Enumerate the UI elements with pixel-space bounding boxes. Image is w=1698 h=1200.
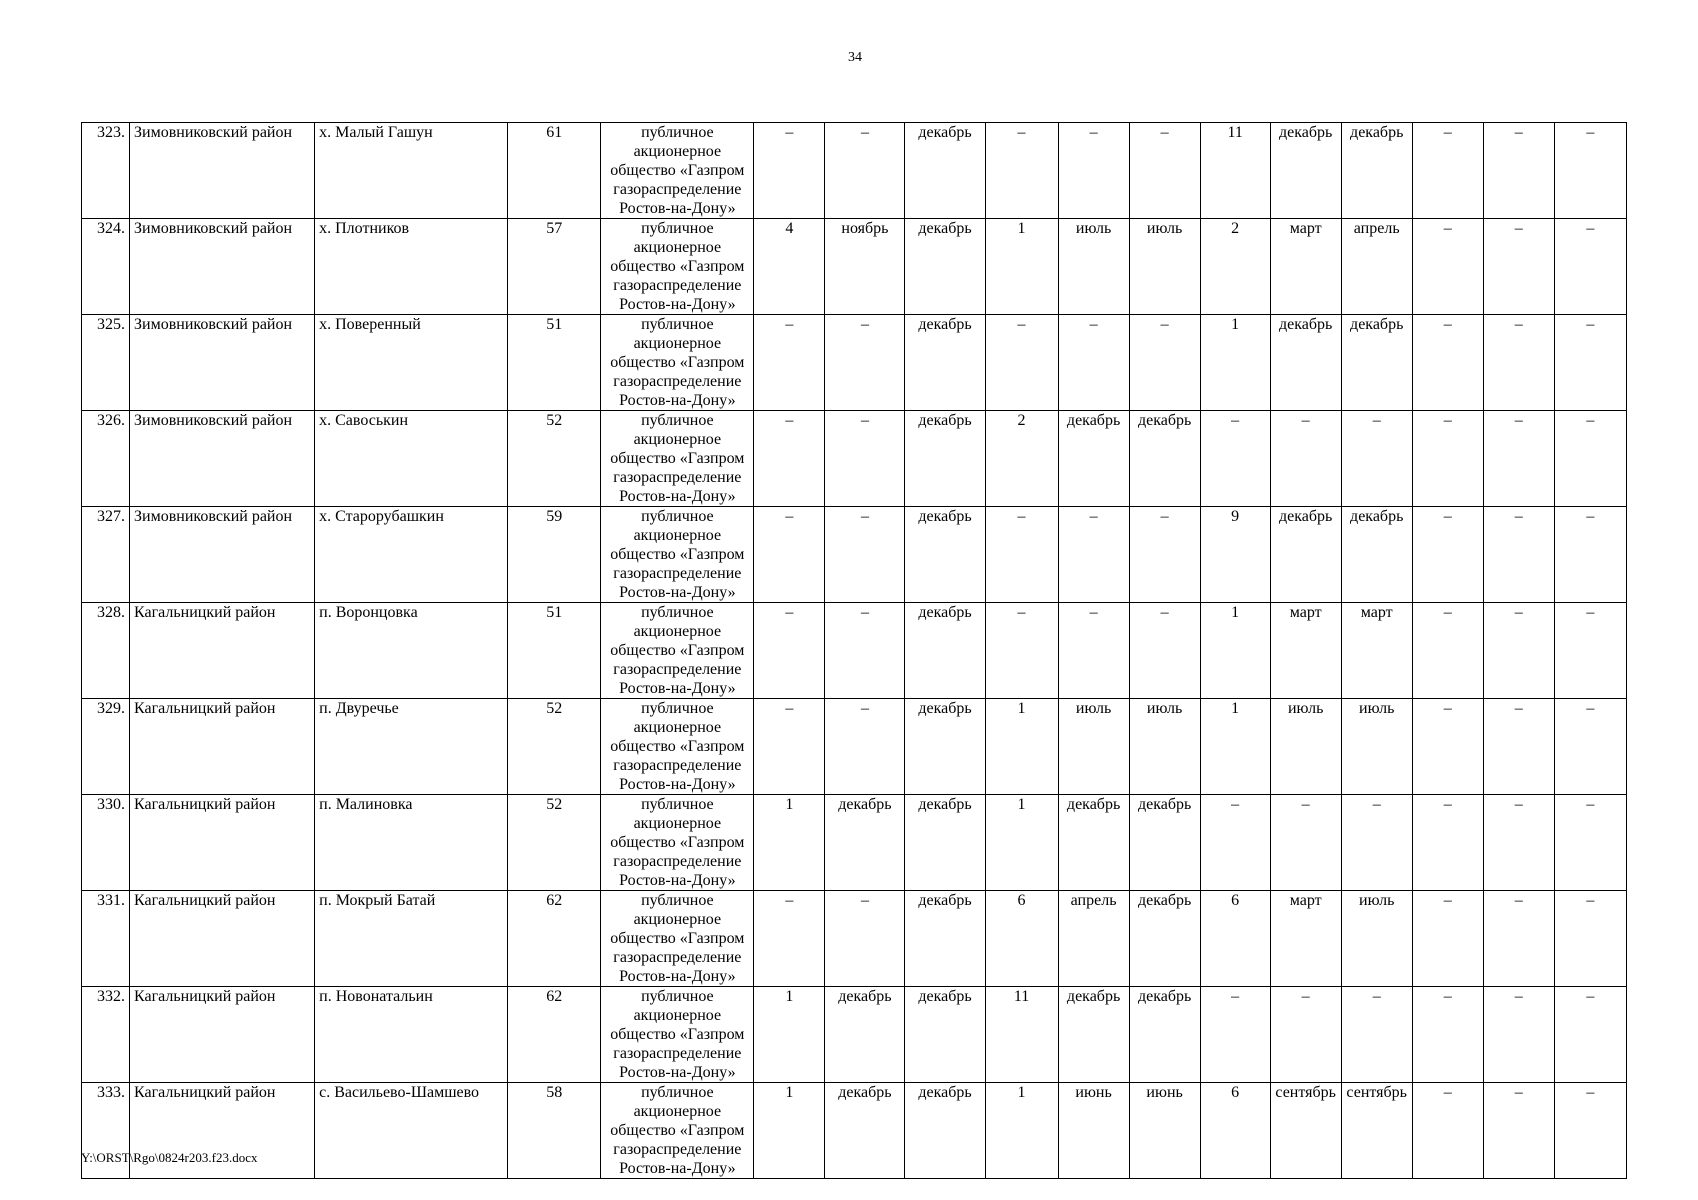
settlement-cell: х. Малый Гашун [315, 123, 508, 219]
value-cell: – [754, 411, 825, 507]
month-cell: июль [1270, 699, 1341, 795]
value-cell: 2 [985, 411, 1058, 507]
month-cell: – [1129, 123, 1200, 219]
month-cell: декабрь [1270, 507, 1341, 603]
month-cell: июль [1129, 699, 1200, 795]
value-cell: 1 [1200, 315, 1270, 411]
table-row [82, 315, 1627, 411]
value-cell: – [1483, 1083, 1554, 1179]
value-cell: – [754, 603, 825, 699]
count-cell: 52 [508, 699, 601, 795]
table-row [82, 123, 1627, 219]
month-cell: – [825, 603, 905, 699]
district-cell: Кагальницкий район [130, 987, 315, 1083]
organization-cell: публичное акционерное общество «Газпром газораспределение Ростов-на-Дону» [601, 219, 754, 315]
organization-cell: публичное акционерное общество «Газпром газораспределение Ростов-на-Дону» [601, 507, 754, 603]
month-cell: декабрь [1129, 411, 1200, 507]
count-cell: 51 [508, 603, 601, 699]
month-cell: декабрь [1341, 507, 1412, 603]
month-cell: декабрь [905, 315, 985, 411]
month-cell: – [825, 123, 905, 219]
month-cell: март [1270, 219, 1341, 315]
table-row [82, 411, 1627, 507]
table-row [82, 987, 1627, 1083]
value-cell: – [1554, 123, 1626, 219]
row-number: 327. [82, 507, 130, 603]
value-cell: – [985, 315, 1058, 411]
month-cell: июль [1341, 699, 1412, 795]
month-cell: апрель [1058, 891, 1129, 987]
count-cell: 58 [508, 1083, 601, 1179]
value-cell: – [1554, 507, 1626, 603]
organization-cell: публичное акционерное общество «Газпром газораспределение Ростов-на-Дону» [601, 891, 754, 987]
value-cell: – [1483, 315, 1554, 411]
district-cell: Кагальницкий район [130, 1083, 315, 1179]
month-cell: декабрь [905, 1083, 985, 1179]
month-cell: декабрь [1058, 411, 1129, 507]
value-cell: – [1554, 411, 1626, 507]
organization-cell: публичное акционерное общество «Газпром газораспределение Ростов-на-Дону» [601, 987, 754, 1083]
organization-cell: публичное акционерное общество «Газпром газораспределение Ростов-на-Дону» [601, 315, 754, 411]
value-cell: – [754, 891, 825, 987]
month-cell: декабрь [1058, 795, 1129, 891]
month-cell: сентябрь [1270, 1083, 1341, 1179]
count-cell: 51 [508, 315, 601, 411]
row-number: 325. [82, 315, 130, 411]
district-cell: Кагальницкий район [130, 795, 315, 891]
month-cell: – [825, 411, 905, 507]
table-row [82, 1083, 1627, 1179]
row-number: 323. [82, 123, 130, 219]
value-cell: – [1483, 699, 1554, 795]
value-cell: 1 [754, 1083, 825, 1179]
value-cell: 1 [754, 795, 825, 891]
value-cell: – [1412, 1083, 1483, 1179]
row-number: 332. [82, 987, 130, 1083]
value-cell: – [1412, 987, 1483, 1083]
row-number: 331. [82, 891, 130, 987]
value-cell: – [1483, 891, 1554, 987]
value-cell: 6 [1200, 891, 1270, 987]
settlement-cell: п. Малиновка [315, 795, 508, 891]
month-cell: – [1270, 411, 1341, 507]
month-cell: март [1270, 603, 1341, 699]
month-cell: сентябрь [1341, 1083, 1412, 1179]
month-cell: – [1270, 795, 1341, 891]
month-cell: декабрь [905, 795, 985, 891]
settlement-cell: х. Старорубашкин [315, 507, 508, 603]
table-row [82, 507, 1627, 603]
month-cell: – [1058, 507, 1129, 603]
value-cell: – [1200, 795, 1270, 891]
value-cell: – [1554, 795, 1626, 891]
month-cell: июль [1129, 219, 1200, 315]
value-cell: 9 [1200, 507, 1270, 603]
value-cell: – [1554, 699, 1626, 795]
value-cell: – [1554, 219, 1626, 315]
month-cell: декабрь [905, 891, 985, 987]
month-cell: декабрь [905, 123, 985, 219]
value-cell: 2 [1200, 219, 1270, 315]
value-cell: – [1483, 603, 1554, 699]
value-cell: – [1412, 411, 1483, 507]
month-cell: декабрь [825, 987, 905, 1083]
value-cell: – [985, 507, 1058, 603]
organization-cell: публичное акционерное общество «Газпром газораспределение Ростов-на-Дону» [601, 699, 754, 795]
value-cell: – [754, 699, 825, 795]
district-cell: Кагальницкий район [130, 603, 315, 699]
value-cell: – [1412, 219, 1483, 315]
district-cell: Зимовниковский район [130, 123, 315, 219]
row-number: 324. [82, 219, 130, 315]
value-cell: – [1412, 123, 1483, 219]
month-cell: декабрь [1058, 987, 1129, 1083]
value-cell: – [1412, 507, 1483, 603]
value-cell: – [754, 507, 825, 603]
month-cell: июнь [1129, 1083, 1200, 1179]
value-cell: – [754, 315, 825, 411]
district-cell: Зимовниковский район [130, 315, 315, 411]
month-cell: декабрь [905, 219, 985, 315]
row-number: 329. [82, 699, 130, 795]
month-cell: декабрь [905, 987, 985, 1083]
month-cell: – [1129, 507, 1200, 603]
value-cell: 6 [985, 891, 1058, 987]
table-row [82, 219, 1627, 315]
count-cell: 62 [508, 987, 601, 1083]
row-number: 330. [82, 795, 130, 891]
month-cell: апрель [1341, 219, 1412, 315]
value-cell: – [1200, 411, 1270, 507]
month-cell: декабрь [1129, 987, 1200, 1083]
month-cell: – [825, 699, 905, 795]
settlement-cell: п. Воронцовка [315, 603, 508, 699]
value-cell: 1 [985, 219, 1058, 315]
value-cell: 1 [985, 795, 1058, 891]
value-cell: – [1483, 507, 1554, 603]
month-cell: – [1058, 315, 1129, 411]
month-cell: декабрь [905, 411, 985, 507]
value-cell: – [985, 123, 1058, 219]
table-row [82, 795, 1627, 891]
district-cell: Кагальницкий район [130, 891, 315, 987]
month-cell: декабрь [905, 507, 985, 603]
count-cell: 62 [508, 891, 601, 987]
table-row [82, 891, 1627, 987]
month-cell: – [1270, 987, 1341, 1083]
month-cell: декабрь [1341, 123, 1412, 219]
organization-cell: публичное акционерное общество «Газпром газораспределение Ростов-на-Дону» [601, 411, 754, 507]
organization-cell: публичное акционерное общество «Газпром газораспределение Ростов-на-Дону» [601, 1083, 754, 1179]
count-cell: 59 [508, 507, 601, 603]
row-number: 333. [82, 1083, 130, 1179]
settlement-cell: п. Новонатальин [315, 987, 508, 1083]
settlement-cell: п. Двуречье [315, 699, 508, 795]
organization-cell: публичное акционерное общество «Газпром газораспределение Ростов-на-Дону» [601, 795, 754, 891]
month-cell: июль [1341, 891, 1412, 987]
value-cell: – [1554, 315, 1626, 411]
month-cell: – [825, 315, 905, 411]
organization-cell: публичное акционерное общество «Газпром газораспределение Ростов-на-Дону» [601, 123, 754, 219]
month-cell: июль [1058, 699, 1129, 795]
value-cell: 1 [1200, 603, 1270, 699]
month-cell: декабрь [1270, 315, 1341, 411]
district-cell: Зимовниковский район [130, 219, 315, 315]
month-cell: ноябрь [825, 219, 905, 315]
district-cell: Кагальницкий район [130, 699, 315, 795]
month-cell: – [1341, 987, 1412, 1083]
value-cell: – [1483, 219, 1554, 315]
value-cell: – [1483, 987, 1554, 1083]
month-cell: – [1058, 123, 1129, 219]
settlement-cell: х. Плотников [315, 219, 508, 315]
row-number: 326. [82, 411, 130, 507]
value-cell: – [985, 603, 1058, 699]
month-cell: – [1058, 603, 1129, 699]
row-number: 328. [82, 603, 130, 699]
value-cell: – [1412, 891, 1483, 987]
settlement-cell: с. Васильево-Шамшево [315, 1083, 508, 1179]
month-cell: – [1341, 411, 1412, 507]
value-cell: 1 [985, 1083, 1058, 1179]
month-cell: – [1341, 795, 1412, 891]
month-cell: декабрь [905, 699, 985, 795]
value-cell: 1 [1200, 699, 1270, 795]
organization-cell: публичное акционерное общество «Газпром газораспределение Ростов-на-Дону» [601, 603, 754, 699]
value-cell: 1 [754, 987, 825, 1083]
value-cell: – [754, 123, 825, 219]
page-number: 34 [848, 50, 862, 65]
month-cell: март [1341, 603, 1412, 699]
gasification-schedule-table [81, 122, 1627, 1179]
table-body [82, 123, 1627, 1179]
value-cell: – [1412, 795, 1483, 891]
month-cell: – [825, 891, 905, 987]
settlement-cell: х. Поверенный [315, 315, 508, 411]
district-cell: Зимовниковский район [130, 507, 315, 603]
value-cell: – [1483, 123, 1554, 219]
month-cell: – [825, 507, 905, 603]
settlement-cell: х. Савоськин [315, 411, 508, 507]
month-cell: декабрь [1129, 795, 1200, 891]
value-cell: – [1483, 795, 1554, 891]
month-cell: декабрь [905, 603, 985, 699]
month-cell: декабрь [1129, 891, 1200, 987]
month-cell: июнь [1058, 1083, 1129, 1179]
footer-file-path: Y:\ORST\Rgo\0824r203.f23.docx [81, 1150, 258, 1165]
value-cell: – [1412, 315, 1483, 411]
value-cell: 6 [1200, 1083, 1270, 1179]
value-cell: 11 [985, 987, 1058, 1083]
count-cell: 52 [508, 795, 601, 891]
value-cell: – [1483, 411, 1554, 507]
value-cell: – [1412, 603, 1483, 699]
month-cell: июль [1058, 219, 1129, 315]
month-cell: декабрь [1270, 123, 1341, 219]
month-cell: декабрь [1341, 315, 1412, 411]
table-row [82, 699, 1627, 795]
value-cell: – [1554, 987, 1626, 1083]
month-cell: – [1129, 603, 1200, 699]
count-cell: 57 [508, 219, 601, 315]
value-cell: – [1554, 603, 1626, 699]
district-cell: Зимовниковский район [130, 411, 315, 507]
table-row [82, 603, 1627, 699]
value-cell: – [1554, 1083, 1626, 1179]
value-cell: – [1554, 891, 1626, 987]
month-cell: – [1129, 315, 1200, 411]
value-cell: – [1412, 699, 1483, 795]
count-cell: 61 [508, 123, 601, 219]
value-cell: 11 [1200, 123, 1270, 219]
count-cell: 52 [508, 411, 601, 507]
value-cell: 1 [985, 699, 1058, 795]
value-cell: 4 [754, 219, 825, 315]
value-cell: – [1200, 987, 1270, 1083]
month-cell: март [1270, 891, 1341, 987]
month-cell: декабрь [825, 795, 905, 891]
settlement-cell: п. Мокрый Батай [315, 891, 508, 987]
month-cell: декабрь [825, 1083, 905, 1179]
